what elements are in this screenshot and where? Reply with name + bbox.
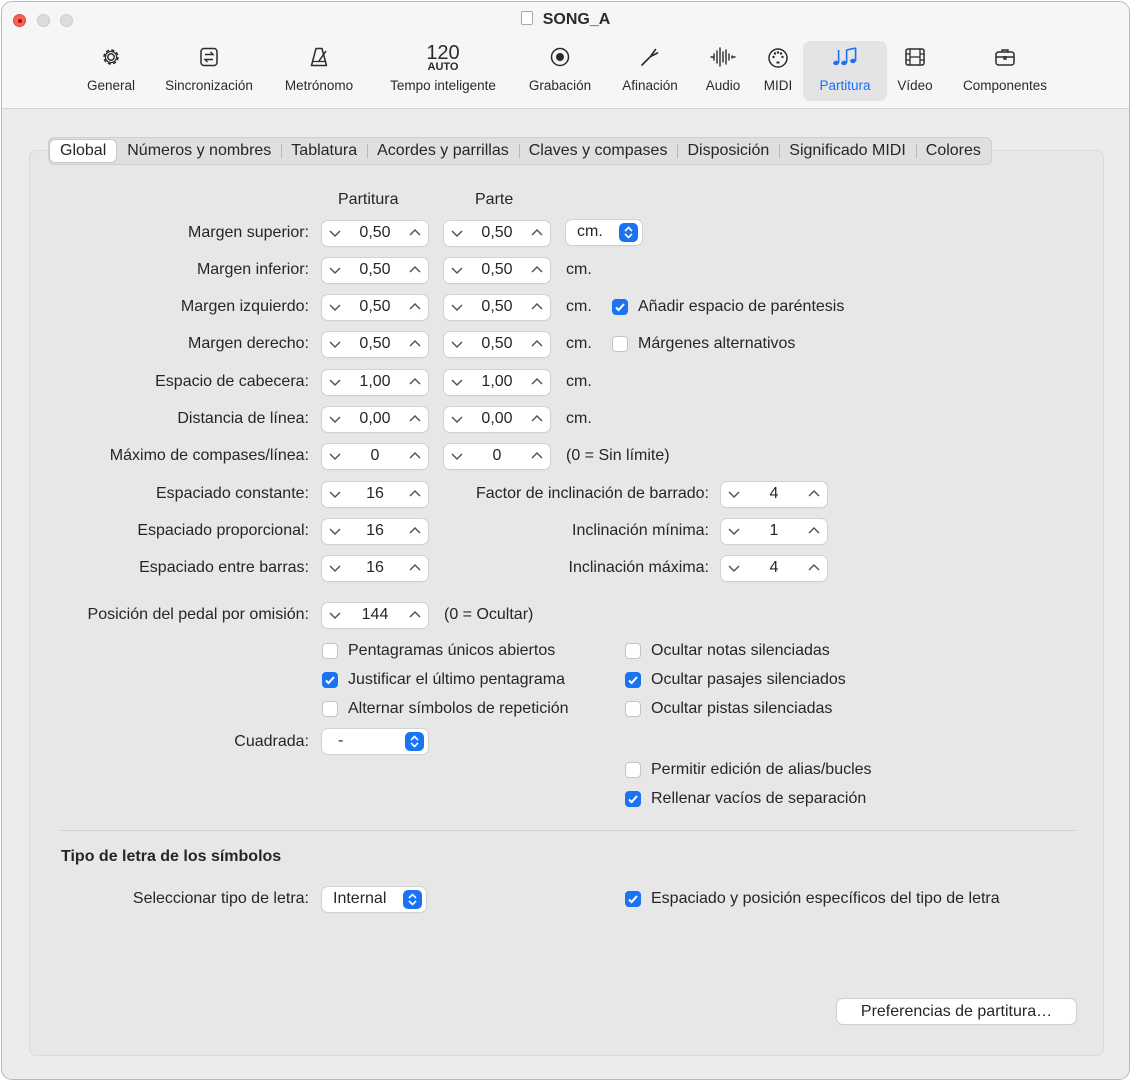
- chevron-down-icon[interactable]: [328, 372, 342, 392]
- hide-option-label: Ocultar pistas silenciadas: [651, 700, 833, 717]
- chevron-down-icon[interactable]: [328, 409, 342, 429]
- option-label: Pentagramas únicos abiertos: [348, 642, 556, 659]
- margin-part-stepper[interactable]: [444, 407, 550, 432]
- popup-arrows-icon: [405, 732, 424, 751]
- pedal-position-stepper[interactable]: [322, 603, 428, 628]
- chevron-up-icon[interactable]: [530, 334, 544, 354]
- hide-option-checkbox[interactable]: [625, 701, 641, 717]
- pedal-position-value: 144: [361, 606, 389, 623]
- margin-score-stepper[interactable]: [322, 332, 428, 357]
- alternate-margins-label: Márgenes alternativos: [638, 335, 796, 352]
- chevron-up-icon[interactable]: [408, 372, 422, 392]
- toolbar-midi[interactable]: [757, 41, 799, 101]
- pedal-position-label: Posición del pedal por omisión:: [87, 606, 309, 623]
- bracket-space-label: Añadir espacio de paréntesis: [638, 298, 845, 315]
- margin-part-stepper-value: 0,50: [481, 261, 513, 278]
- midi-port-icon: [766, 46, 790, 70]
- toolbar-label: Componentes: [962, 78, 1048, 93]
- margin-part-stepper[interactable]: [444, 221, 550, 246]
- margin-part-stepper-value: 0,50: [481, 335, 513, 352]
- chevron-down-icon[interactable]: [328, 605, 342, 625]
- tempo-auto-label: AUTO: [427, 61, 459, 73]
- toolbar-label: Partitura: [819, 78, 871, 93]
- title-bar: [2, 2, 1129, 109]
- tab-numbers-names[interactable]: Números y nombres: [127, 142, 272, 159]
- chevron-down-icon[interactable]: [727, 484, 741, 504]
- margin-label: Espacio de cabecera:: [155, 373, 309, 390]
- alias-option-checkbox[interactable]: [625, 762, 641, 778]
- chevron-down-icon[interactable]: [450, 260, 464, 280]
- preferences-window: [1, 1, 1130, 1080]
- margin-part-stepper-value: 0,50: [481, 298, 513, 315]
- toolbar-label: Grabación: [528, 78, 592, 93]
- margin-score-stepper[interactable]: [322, 221, 428, 246]
- toolbar-sync[interactable]: [155, 41, 263, 101]
- chevron-up-icon[interactable]: [530, 446, 544, 466]
- chevron-down-icon[interactable]: [328, 334, 342, 354]
- margin-score-stepper-value: 0,50: [359, 335, 391, 352]
- toolbar-label: Sincronización: [165, 78, 253, 93]
- cuadrada-value: -: [338, 732, 344, 749]
- margin-score-stepper[interactable]: [322, 370, 428, 395]
- tab-clefs-signatures[interactable]: Claves y compases: [519, 140, 678, 162]
- font-specific-label: Espaciado y posición específicos del tipo de letra: [651, 890, 1000, 907]
- margin-label: Distancia de línea:: [177, 410, 309, 427]
- chevron-up-icon[interactable]: [408, 297, 422, 317]
- toolbar-score[interactable]: [803, 41, 887, 101]
- spacing-stepper[interactable]: [322, 519, 428, 544]
- music-notes-icon: [831, 46, 859, 68]
- toolbar-components[interactable]: [952, 41, 1058, 101]
- margin-score-stepper[interactable]: [322, 295, 428, 320]
- score-preferences-button[interactable]: Preferencias de partitura…: [837, 999, 1076, 1024]
- chevron-up-icon[interactable]: [807, 558, 821, 578]
- document-icon: [521, 11, 533, 25]
- chevron-up-icon[interactable]: [530, 223, 544, 243]
- margin-unit: cm.: [566, 261, 592, 278]
- gear-icon: [100, 46, 122, 68]
- font-section-title: Tipo de letra de los símbolos: [61, 848, 282, 865]
- margin-label: Margen superior:: [188, 224, 309, 241]
- toolbar-label: Audio: [705, 78, 741, 93]
- spacing-stepper[interactable]: [322, 556, 428, 581]
- chevron-up-icon[interactable]: [408, 260, 422, 280]
- alias-option-checkbox[interactable]: [625, 791, 641, 807]
- beam-label: Factor de inclinación de barrado:: [475, 485, 709, 502]
- margin-part-stepper[interactable]: [444, 332, 550, 357]
- font-select-label: Seleccionar tipo de letra:: [132, 890, 309, 907]
- font-specific-checkbox[interactable]: [625, 891, 641, 907]
- spacing-label: Espaciado constante:: [156, 485, 309, 502]
- chevron-up-icon[interactable]: [408, 223, 422, 243]
- chevron-up-icon[interactable]: [408, 446, 422, 466]
- column-header-score: Partitura: [338, 191, 399, 208]
- margin-score-stepper-value: 0,50: [359, 298, 391, 315]
- toolbar-label: MIDI: [763, 78, 793, 93]
- margin-score-stepper[interactable]: [322, 444, 428, 469]
- spacing-stepper[interactable]: [322, 482, 428, 507]
- chevron-up-icon[interactable]: [807, 521, 821, 541]
- toolbar-recording[interactable]: [522, 41, 598, 101]
- unit-popup[interactable]: [566, 220, 642, 245]
- beam-stepper-value: 1: [769, 522, 779, 539]
- toolbar-general[interactable]: [82, 41, 140, 101]
- chevron-up-icon[interactable]: [408, 484, 422, 504]
- tab-tablature[interactable]: Tablatura: [281, 140, 367, 162]
- margin-unit: (0 = Sin límite): [566, 447, 670, 464]
- tab-colors[interactable]: Colores: [916, 140, 991, 162]
- toolbar-label: Vídeo: [897, 78, 933, 93]
- sync-icon: [198, 46, 220, 68]
- toolbar-label: General: [86, 78, 136, 93]
- margin-unit: cm.: [566, 335, 592, 352]
- chevron-up-icon[interactable]: [408, 521, 422, 541]
- chevron-up-icon[interactable]: [530, 372, 544, 392]
- chevron-down-icon[interactable]: [450, 297, 464, 317]
- cuadrada-label: Cuadrada:: [234, 733, 309, 750]
- bracket-space-checkbox[interactable]: [612, 299, 628, 315]
- margin-part-stepper[interactable]: [444, 370, 550, 395]
- chevron-down-icon[interactable]: [328, 521, 342, 541]
- tempo-number: 120: [426, 42, 460, 64]
- beam-stepper-value: 4: [769, 559, 779, 576]
- record-icon: [549, 46, 571, 68]
- metronome-icon: [308, 46, 330, 68]
- margin-part-stepper-value: 1,00: [481, 373, 513, 390]
- chevron-up-icon[interactable]: [807, 484, 821, 504]
- spacing-stepper-value: 16: [366, 522, 384, 539]
- toolbar-audio[interactable]: [700, 41, 746, 101]
- margin-part-stepper-value: 0,00: [481, 410, 513, 427]
- margin-part-stepper-value: 0: [492, 447, 502, 464]
- beam-label: Inclinación mínima:: [572, 522, 709, 539]
- option-checkbox[interactable]: [322, 672, 338, 688]
- margin-score-stepper-value: 0,00: [359, 410, 391, 427]
- beam-stepper-value: 4: [769, 485, 779, 502]
- margin-label: Margen izquierdo:: [180, 298, 309, 315]
- beam-stepper[interactable]: [721, 556, 827, 581]
- margin-score-stepper-value: 0,50: [359, 224, 391, 241]
- font-select-popup[interactable]: [322, 887, 426, 912]
- chevron-up-icon[interactable]: [408, 334, 422, 354]
- tab-bar: [48, 137, 992, 165]
- margin-label: Máximo de compases/línea:: [109, 447, 309, 464]
- alias-option-label: Permitir edición de alias/bucles: [651, 761, 872, 778]
- chevron-down-icon[interactable]: [328, 223, 342, 243]
- margin-score-stepper-value: 0,50: [359, 261, 391, 278]
- alias-option-label: Rellenar vacíos de separación: [651, 790, 867, 807]
- hide-option-checkbox[interactable]: [625, 672, 641, 688]
- chevron-up-icon[interactable]: [408, 605, 422, 625]
- preferences-toolbar: [2, 41, 1129, 101]
- spacing-stepper-value: 16: [366, 559, 384, 576]
- chevron-down-icon[interactable]: [328, 297, 342, 317]
- margin-label: Margen derecho:: [188, 335, 309, 352]
- toolbar-smart-tempo[interactable]: [378, 41, 508, 101]
- option-checkbox[interactable]: [322, 701, 338, 717]
- margin-score-stepper-value: 0: [370, 447, 380, 464]
- hide-option-checkbox[interactable]: [625, 643, 641, 659]
- toolbar-label: Tempo inteligente: [390, 78, 496, 93]
- settings-panel: [29, 150, 1104, 1056]
- unit-popup-value: cm.: [577, 223, 603, 240]
- option-label: Alternar símbolos de repetición: [348, 700, 569, 717]
- chevron-up-icon[interactable]: [530, 409, 544, 429]
- chevron-down-icon[interactable]: [328, 558, 342, 578]
- chevron-down-icon[interactable]: [328, 260, 342, 280]
- popup-arrows-icon: [403, 890, 422, 909]
- chevron-down-icon[interactable]: [328, 446, 342, 466]
- toolbar-metronome[interactable]: [276, 41, 362, 101]
- briefcase-icon: [993, 46, 1017, 68]
- waveform-icon: [709, 46, 737, 68]
- margin-part-stepper[interactable]: [444, 258, 550, 283]
- beam-label: Inclinación máxima:: [568, 559, 709, 576]
- toolbar-video[interactable]: [892, 41, 938, 101]
- hide-option-label: Ocultar notas silenciadas: [651, 642, 830, 659]
- tab-midi-meaning[interactable]: Significado MIDI: [779, 140, 916, 162]
- toolbar-label: Metrónomo: [284, 78, 354, 93]
- spacing-label: Espaciado entre barras:: [139, 559, 309, 576]
- chevron-up-icon[interactable]: [530, 297, 544, 317]
- tuning-fork-icon: [639, 46, 661, 68]
- margin-unit: cm.: [566, 298, 592, 315]
- chevron-down-icon[interactable]: [450, 334, 464, 354]
- margin-label: Margen inferior:: [196, 261, 309, 278]
- toolbar-label: Afinación: [622, 78, 678, 93]
- chevron-down-icon[interactable]: [450, 372, 464, 392]
- chevron-up-icon[interactable]: [408, 558, 422, 578]
- margin-part-stepper-value: 0,50: [481, 224, 513, 241]
- chevron-down-icon[interactable]: [727, 521, 741, 541]
- hide-option-label: Ocultar pasajes silenciados: [651, 671, 846, 688]
- spacing-label: Espaciado proporcional:: [137, 522, 309, 539]
- chevron-down-icon[interactable]: [450, 446, 464, 466]
- film-icon: [903, 46, 927, 68]
- toolbar-tuning[interactable]: [612, 41, 688, 101]
- chevron-up-icon[interactable]: [408, 409, 422, 429]
- spacing-stepper-value: 16: [366, 485, 384, 502]
- tab-chords-grids[interactable]: Acordes y parrillas: [367, 140, 519, 162]
- margin-unit: cm.: [566, 410, 592, 427]
- cuadrada-popup[interactable]: [322, 729, 428, 754]
- margin-part-stepper[interactable]: [444, 444, 550, 469]
- pedal-note: (0 = Ocultar): [444, 606, 534, 623]
- chevron-up-icon[interactable]: [530, 260, 544, 280]
- option-label: Justificar el último pentagrama: [348, 671, 565, 688]
- section-divider: [60, 830, 1076, 831]
- beam-stepper[interactable]: [721, 482, 827, 507]
- window-title: SONG_A: [2, 11, 1129, 29]
- alternate-margins-checkbox[interactable]: [612, 336, 628, 352]
- tab-global[interactable]: Global: [50, 140, 116, 162]
- margin-unit: cm.: [566, 373, 592, 390]
- margin-score-stepper[interactable]: [322, 407, 428, 432]
- margin-score-stepper[interactable]: [322, 258, 428, 283]
- font-select-value: Internal: [333, 890, 387, 907]
- chevron-down-icon[interactable]: [450, 409, 464, 429]
- tab-layout[interactable]: Disposición: [677, 140, 779, 162]
- popup-arrows-icon: [619, 223, 638, 242]
- margin-part-stepper[interactable]: [444, 295, 550, 320]
- option-checkbox[interactable]: [322, 643, 338, 659]
- column-header-part: Parte: [475, 191, 514, 208]
- chevron-down-icon[interactable]: [450, 223, 464, 243]
- chevron-down-icon[interactable]: [328, 484, 342, 504]
- margin-score-stepper-value: 1,00: [359, 373, 391, 390]
- chevron-down-icon[interactable]: [727, 558, 741, 578]
- beam-stepper[interactable]: [721, 519, 827, 544]
